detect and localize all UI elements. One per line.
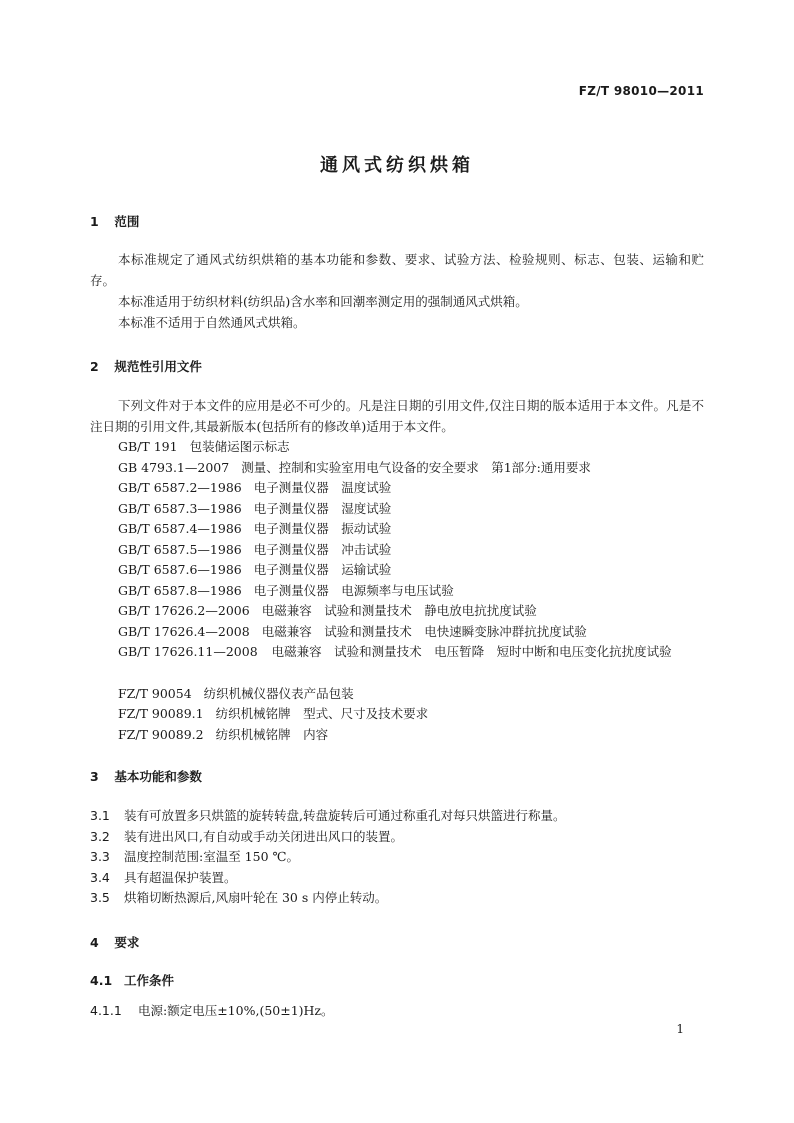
section-title: 范围 bbox=[114, 214, 140, 229]
section-3-heading bbox=[90, 767, 202, 785]
reference-item: FZ/T 90054 纺织机械仪器仪表产品包装 bbox=[118, 686, 354, 701]
section-title: 要求 bbox=[114, 935, 140, 950]
function-clause: 3.5 烘箱切断热源后,风扇叶轮在 30 s 内停止转动。 bbox=[90, 890, 388, 905]
section-number: 1 bbox=[90, 214, 99, 229]
function-clause: 3.1 装有可放置多只烘篮的旋转转盘,转盘旋转后可通过称重孔对每只烘篮进行称量。 bbox=[90, 808, 566, 823]
function-clause: 3.4 具有超温保护装置。 bbox=[90, 870, 237, 885]
reference-item: GB 4793.1—2007 测量、控制和实验室用电气设备的安全要求 第1部分:通用要求 bbox=[118, 460, 591, 475]
section-4-heading bbox=[90, 933, 139, 951]
section-2-heading bbox=[90, 357, 202, 375]
requirement-clause: 4.1.1 电源:额定电压±10%,(50±1)Hz。 bbox=[90, 1003, 334, 1018]
scope-paragraph-2: 本标准适用于纺织材料(纺织品)含水率和回潮率测定用的强制通风式烘箱。 bbox=[118, 294, 528, 309]
scope-paragraph-3: 本标准不适用于自然通风式烘箱。 bbox=[118, 315, 306, 330]
section-title: 规范性引用文件 bbox=[114, 359, 202, 374]
reference-item: FZ/T 90089.1 纺织机械铭牌 型式、尺寸及技术要求 bbox=[118, 706, 429, 721]
function-clause: 3.3 温度控制范围:室温至 150 ℃。 bbox=[90, 849, 300, 864]
reference-item: GB/T 17626.2—2006 电磁兼容 试验和测量技术 静电放电抗扰度试验 bbox=[118, 603, 537, 618]
scope-paragraph-1: 本标准规定了通风式纺织烘箱的基本功能和参数、要求、试验方法、检验规则、标志、包装、运输和贮存。 bbox=[90, 252, 704, 288]
normative-intro: 下列文件对于本文件的应用是必不可少的。凡是注日期的引用文件,仅注日期的版本适用于本文件。凡是不注日期的引用文件,其最新版本(包括所有的修改单)适用于本文件。 bbox=[90, 398, 704, 434]
document-title: 通风式纺织烘箱 bbox=[320, 155, 474, 176]
reference-item: GB/T 191 包装储运图示标志 bbox=[118, 439, 290, 454]
standard-number: FZ/T 98010—2011 bbox=[578, 84, 704, 98]
section-number: 4 bbox=[90, 935, 99, 950]
section-number: 3 bbox=[90, 769, 99, 784]
reference-item: GB/T 6587.5—1986 电子测量仪器 冲击试验 bbox=[118, 542, 392, 557]
section-number: 2 bbox=[90, 359, 99, 374]
reference-item: GB/T 6587.6—1986 电子测量仪器 运输试验 bbox=[118, 562, 392, 577]
reference-item: GB/T 17626.4—2008 电磁兼容 试验和测量技术 电快速瞬变脉冲群抗扰度试验 bbox=[118, 624, 587, 639]
section-title: 基本功能和参数 bbox=[114, 769, 202, 784]
reference-item: FZ/T 90089.2 纺织机械铭牌 内容 bbox=[118, 727, 329, 742]
page-number: 1 bbox=[676, 1022, 684, 1036]
reference-item: GB/T 6587.3—1986 电子测量仪器 湿度试验 bbox=[118, 501, 392, 516]
subsection-4-1-heading: 4.1 工作条件 bbox=[90, 973, 175, 988]
reference-item: GB/T 6587.2—1986 电子测量仪器 温度试验 bbox=[118, 480, 392, 495]
reference-item: GB/T 6587.4—1986 电子测量仪器 振动试验 bbox=[118, 521, 392, 536]
reference-item: GB/T 6587.8—1986 电子测量仪器 电源频率与电压试验 bbox=[118, 583, 454, 598]
reference-item: GB/T 17626.11—2008 电磁兼容 试验和测量技术 电压暂降 短时中断和电压变化抗扰度试验 bbox=[118, 644, 672, 659]
section-1-heading bbox=[90, 212, 139, 230]
function-clause: 3.2 装有进出风口,有自动或手动关闭进出风口的装置。 bbox=[90, 829, 403, 844]
